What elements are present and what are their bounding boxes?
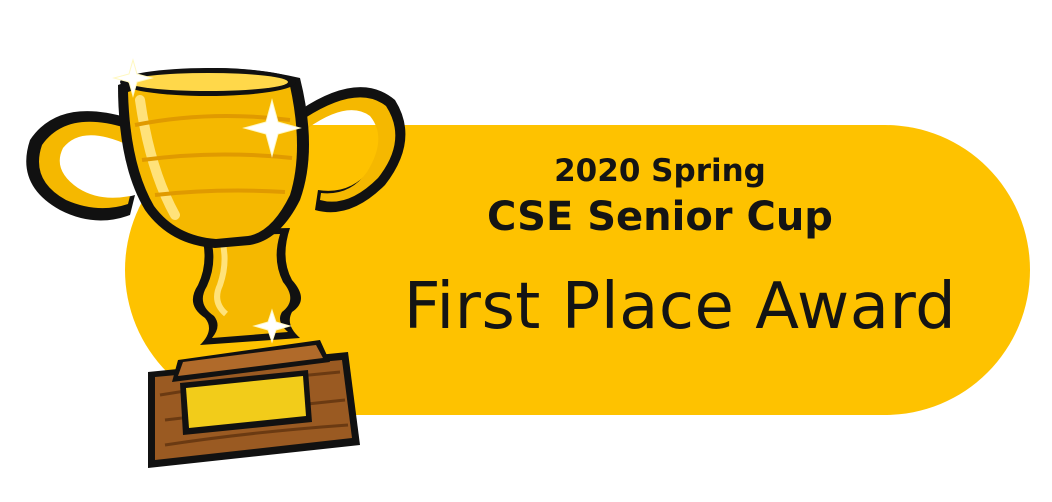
- trophy-icon: [0, 0, 420, 502]
- award-competition: CSE Senior Cup: [487, 194, 833, 240]
- award-season: 2020 Spring: [554, 153, 766, 189]
- trophy-cup: [118, 68, 309, 248]
- award-title: First Place Award: [403, 270, 957, 344]
